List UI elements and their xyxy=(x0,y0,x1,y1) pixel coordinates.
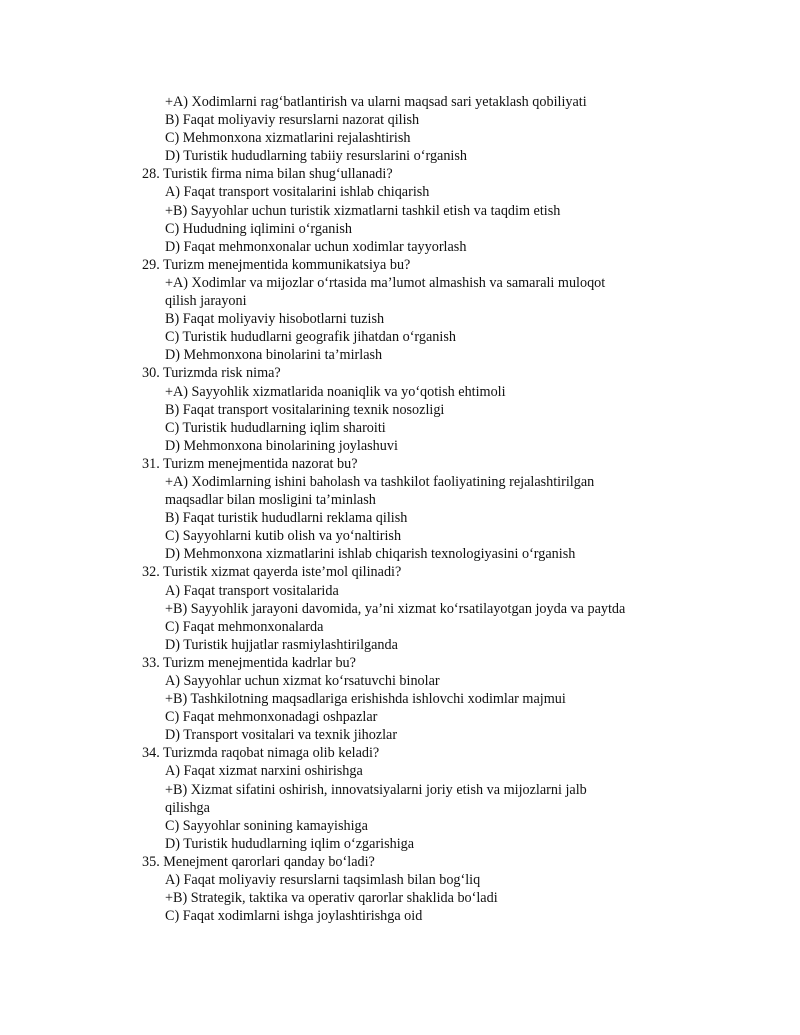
answer-option: A) Faqat transport vositalarini ishlab chiqarish xyxy=(165,184,430,201)
answer-option: A) Faqat moliyaviy resurslarni taqsimlash bilan bog‘liq xyxy=(165,872,481,889)
answer-option: C) Faqat xodimlarni ishga joylashtirishga oid xyxy=(165,908,423,925)
answer-option-continuation: qilishga xyxy=(165,799,210,816)
answer-option: +A) Xodimlarning ishini baholash va tashkilot faoliyatining rejalashtirilgan xyxy=(165,473,595,490)
answer-option: A) Faqat transport vositalarida xyxy=(165,582,339,599)
answer-option: D) Mehmonxona xizmatlarini ishlab chiqarish texnologiyasini o‘rganish xyxy=(165,546,576,563)
question-text: 31. Turizm menejmentida nazorat bu? xyxy=(142,455,358,472)
question-text: 28. Turistik firma nima bilan shug‘ullanadi? xyxy=(142,166,393,183)
question-text: 34. Turizmda raqobat nimaga olib keladi? xyxy=(142,745,380,762)
answer-option: +B) Xizmat sifatini oshirish, innovatsiyalarni joriy etish va mijozlarni jalb xyxy=(165,781,587,798)
answer-option: D) Turistik hududlarning iqlim o‘zgarishiga xyxy=(165,835,415,852)
answer-option: C) Mehmonxona xizmatlarini rejalashtirish xyxy=(165,130,411,147)
document-page xyxy=(0,93,800,925)
answer-option: B) Faqat moliyaviy hisobotlarni tuzish xyxy=(165,311,385,328)
answer-option-continuation: maqsadlar bilan mosligini ta’minlash xyxy=(165,492,376,509)
answer-option: A) Faqat xizmat narxini oshirishga xyxy=(165,763,363,780)
answer-option: C) Faqat mehmonxonadagi oshpazlar xyxy=(165,709,378,726)
answer-option: D) Transport vositalari va texnik jihozlar xyxy=(165,727,398,744)
answer-option: +A) Xodimlarni rag‘batlantirish va ularni maqsad sari yetaklash qobiliyati xyxy=(165,94,587,110)
question-text: 33. Turizm menejmentida kadrlar bu? xyxy=(142,654,356,671)
answer-option: D) Turistik hujjatlar rasmiylashtirilganda xyxy=(165,636,398,653)
answer-option: +B) Sayyohlik jarayoni davomida, ya’ni xizmat ko‘rsatilayotgan joyda va paytda xyxy=(165,600,626,617)
question-text: 32. Turistik xizmat qayerda iste’mol qilinadi? xyxy=(142,564,402,581)
answer-option: A) Sayyohlar uchun xizmat ko‘rsatuvchi binolar xyxy=(165,673,440,689)
answer-option: +B) Tashkilotning maqsadlariga erishishda ishlovchi xodimlar majmui xyxy=(165,691,566,708)
answer-option: D) Mehmonxona binolarini ta’mirlash xyxy=(165,347,383,364)
answer-option-continuation: qilish jarayoni xyxy=(165,293,247,310)
answer-option: D) Turistik hududlarning tabiiy resurslarini o‘rganish xyxy=(165,148,467,165)
question-text: 35. Menejment qarorlari qanday bo‘ladi? xyxy=(142,853,375,870)
answer-option: C) Sayyohlarni kutib olish va yo‘naltirish xyxy=(165,528,402,545)
answer-option: C) Hududning iqlimini o‘rganish xyxy=(165,220,352,237)
answer-option: C) Turistik hududlarning iqlim sharoiti xyxy=(165,419,386,436)
answer-option: B) Faqat transport vositalarining texnik nosozligi xyxy=(165,401,445,418)
answer-option: C) Sayyohlar sonining kamayishiga xyxy=(165,817,368,834)
answer-option: +B) Sayyohlar uchun turistik xizmatlarni tashkil etish va taqdim etish xyxy=(165,202,561,219)
answer-option: +A) Sayyohlik xizmatlarida noaniqlik va yo‘qotish ehtimoli xyxy=(165,383,506,400)
answer-option: C) Turistik hududlarni geografik jihatdan o‘rganish xyxy=(165,329,456,346)
answer-option: +B) Strategik, taktika va operativ qarorlar shaklida bo‘ladi xyxy=(165,890,498,907)
question-text: 29. Turizm menejmentida kommunikatsiya bu? xyxy=(142,256,411,273)
answer-option: +A) Xodimlar va mijozlar o‘rtasida ma’lumot almashish va samarali muloqot xyxy=(165,274,606,291)
question-text: 30. Turizmda risk nima? xyxy=(142,365,281,382)
answer-option: D) Mehmonxona binolarining joylashuvi xyxy=(165,437,398,454)
answer-option: B) Faqat moliyaviy resurslarni nazorat qilish xyxy=(165,112,420,129)
answer-option: C) Faqat mehmonxonalarda xyxy=(165,618,324,635)
answer-option: D) Faqat mehmonxonalar uchun xodimlar tayyorlash xyxy=(165,238,467,255)
answer-option: B) Faqat turistik hududlarni reklama qilish xyxy=(165,510,408,527)
